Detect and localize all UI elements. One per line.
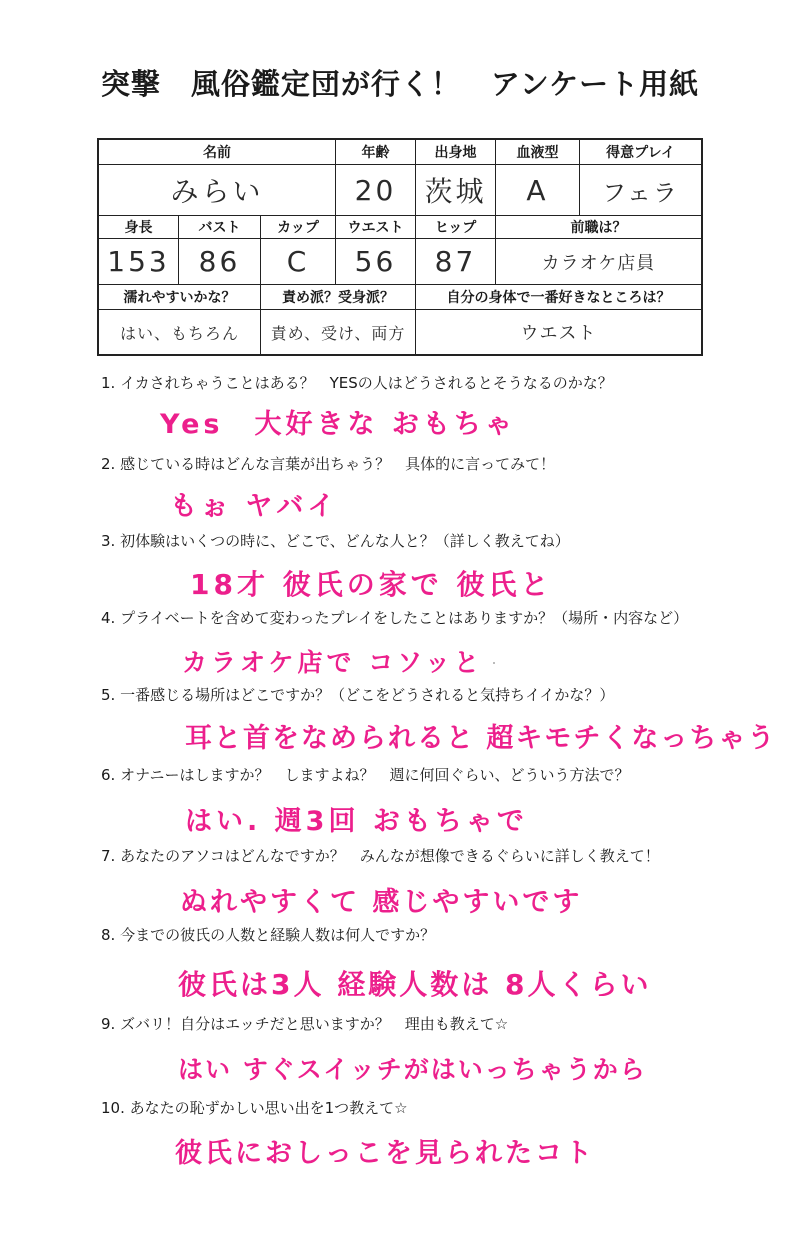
question-9: 9. ズバリ！自分はエッチだと思いますか？ 理由も教えて☆	[101, 1015, 509, 1033]
question-6: 6. オナニーはしますか？ しますよね？ 週に何回ぐらい、どういう方法で？	[101, 766, 630, 784]
value-wetness: はい、もちろん	[99, 310, 261, 354]
value-name: みらい	[99, 165, 336, 216]
question-3: 3. 初体験はいくつの時に、どこで、どんな人と？（詳しく教えてね）	[101, 532, 570, 550]
value-bust: 86	[179, 239, 261, 285]
question-4: 4. プライベートを含めて変わったプレイをしたことはありますか？（場所・内容など）	[101, 609, 689, 627]
answer-1: Yes 大好きな おもちゃ	[160, 409, 516, 440]
value-blood-type: A	[496, 165, 580, 216]
question-5: 5. 一番感じる場所はどこですか？（どこをどうされると気持ちイイかな？）	[101, 686, 615, 704]
profile-table	[97, 138, 703, 356]
header-height: 身長	[99, 216, 179, 239]
value-height: 153	[99, 239, 179, 285]
answer-6: はい. 週3回 おもちゃで	[185, 806, 528, 837]
header-cup: カップ	[261, 216, 336, 239]
value-favorite-body-part: ウエスト	[520, 323, 597, 344]
header-name: 名前	[99, 140, 336, 165]
answer-9: はい すぐスイッチがはいっちゃうから	[178, 1055, 647, 1084]
answer-10: 彼氏におしっこを見られたコト	[175, 1138, 595, 1169]
answer-2: もぉ ヤバイ	[170, 491, 339, 522]
header-hip: ヒップ	[416, 216, 496, 239]
header-specialty: 得意プレイ	[580, 140, 701, 165]
stray-mark	[493, 662, 495, 664]
header-wetness: 濡れやすいかな？	[99, 285, 261, 310]
page-title: 突撃 風俗鑑定団が行く！ アンケート用紙	[100, 67, 700, 101]
value-previous-job: カラオケ店員	[496, 239, 701, 285]
value-cup: C	[261, 239, 336, 285]
value-birthplace: 茨城	[416, 165, 496, 216]
question-7: 7. あなたのアソコはどんなですか？ みんなが想像できるぐらいに詳しく教えて！	[101, 847, 660, 865]
value-dom-sub: 責め、受け、両方	[261, 310, 416, 354]
answer-3: 18才 彼氏の家で 彼氏と	[190, 568, 553, 601]
answer-5: 耳と首をなめられると 超キモチくなっちゃう	[185, 723, 777, 754]
value-age: 20	[336, 165, 416, 216]
header-dom-sub: 責め派？受身派？	[261, 285, 416, 310]
answer-7: ぬれやすくて 感じやすいです	[180, 887, 583, 918]
value-hip: 87	[416, 239, 496, 285]
value-waist: 56	[336, 239, 416, 285]
value-specialty: フェラ	[580, 165, 701, 216]
answer-8: 彼氏は3人 経験人数は 8人くらい	[178, 968, 652, 1001]
answer-4: カラオケ店で コソッと	[182, 648, 483, 677]
question-8: 8. 今までの彼氏の人数と経験人数は何人ですか？	[101, 926, 436, 944]
question-10: 10. あなたの恥ずかしい思い出を1つ教えて☆	[101, 1099, 408, 1117]
header-previous-job: 前職は？	[496, 216, 701, 239]
question-2: 2. 感じている時はどんな言葉が出ちゃう？ 具体的に言ってみて！	[101, 455, 556, 473]
question-1: 1. イカされちゃうことはある？ YESの人はどうされるとそうなるのかな？	[101, 374, 613, 392]
header-bust: バスト	[179, 216, 261, 239]
header-age: 年齢	[336, 140, 416, 165]
header-birthplace: 出身地	[416, 140, 496, 165]
header-blood-type: 血液型	[496, 140, 580, 165]
header-favorite-body-part: 自分の身体で一番好きなところは？	[416, 285, 701, 310]
header-waist: ウエスト	[336, 216, 416, 239]
